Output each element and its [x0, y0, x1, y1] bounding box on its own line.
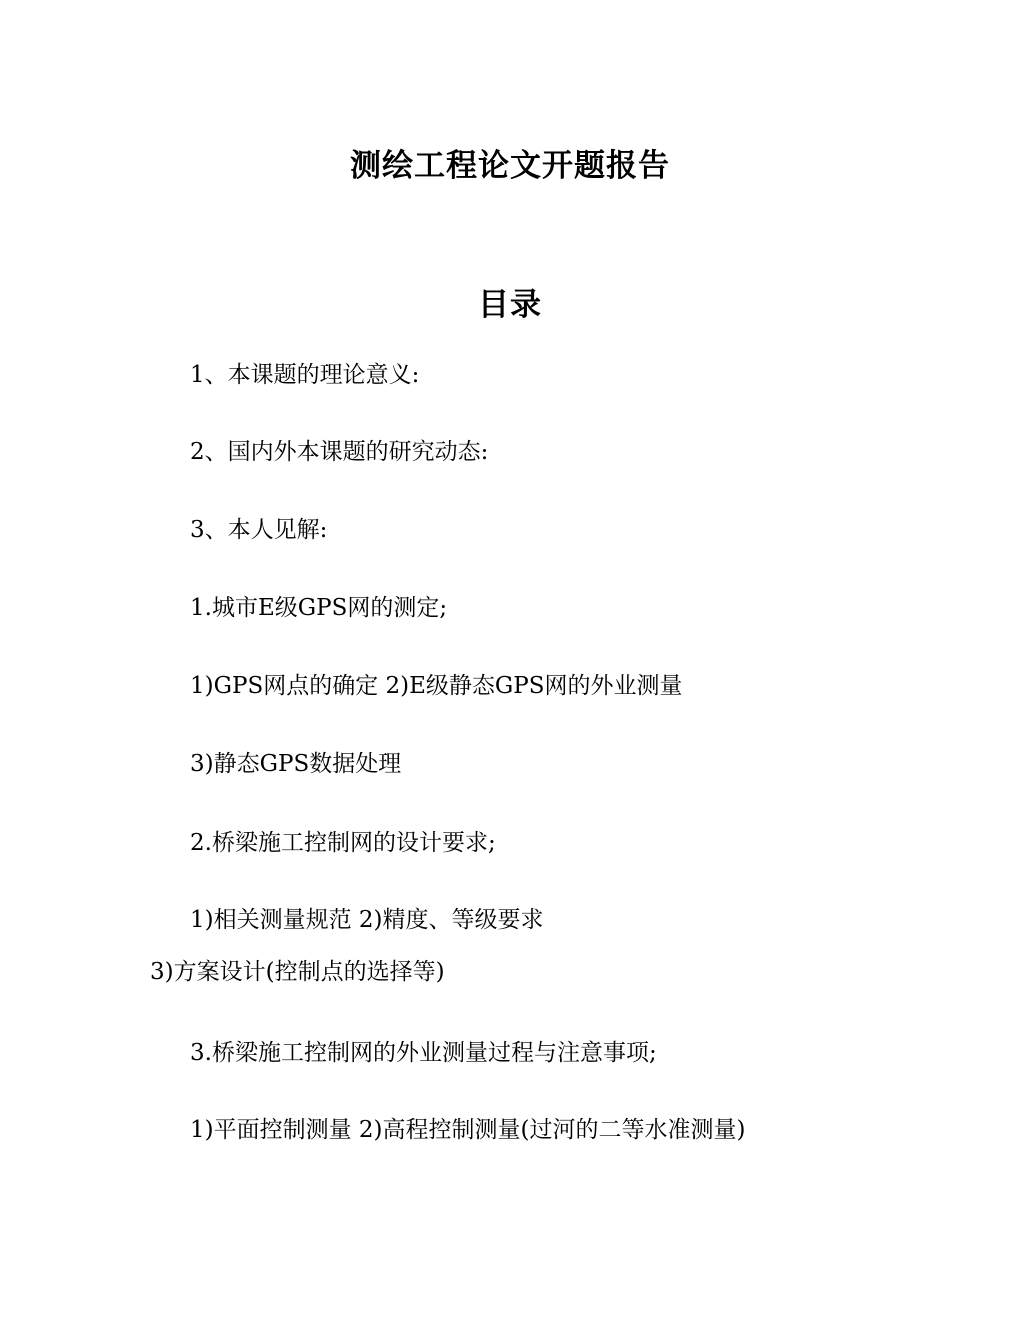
- toc-line-personal-view: 3、本人见解:: [190, 517, 328, 543]
- toc-line-section-2-items-a: 1)相关测量规范 2)精度、等级要求: [190, 907, 544, 933]
- toc-line-section-3: 3.桥梁施工控制网的外业测量过程与注意事项;: [190, 1040, 657, 1066]
- toc-line-section-1: 1.城市E级GPS网的测定;: [190, 595, 448, 621]
- toc-heading: 目录: [478, 287, 542, 323]
- toc-line-section-2-items-b: 3)方案设计(控制点的选择等): [150, 959, 445, 985]
- toc-line-section-1-items-a: 1)GPS网点的确定 2)E级静态GPS网的外业测量: [190, 673, 683, 699]
- toc-line-section-1-items-b: 3)静态GPS数据处理: [190, 751, 402, 777]
- toc-line-research-status: 2、国内外本课题的研究动态:: [190, 439, 489, 465]
- toc-line-theory-significance: 1、本课题的理论意义:: [190, 362, 420, 388]
- toc-line-section-2: 2.桥梁施工控制网的设计要求;: [190, 830, 496, 856]
- toc-line-section-3-items: 1)平面控制测量 2)高程控制测量(过河的二等水准测量): [190, 1117, 746, 1143]
- document-title: 测绘工程论文开题报告: [350, 148, 670, 184]
